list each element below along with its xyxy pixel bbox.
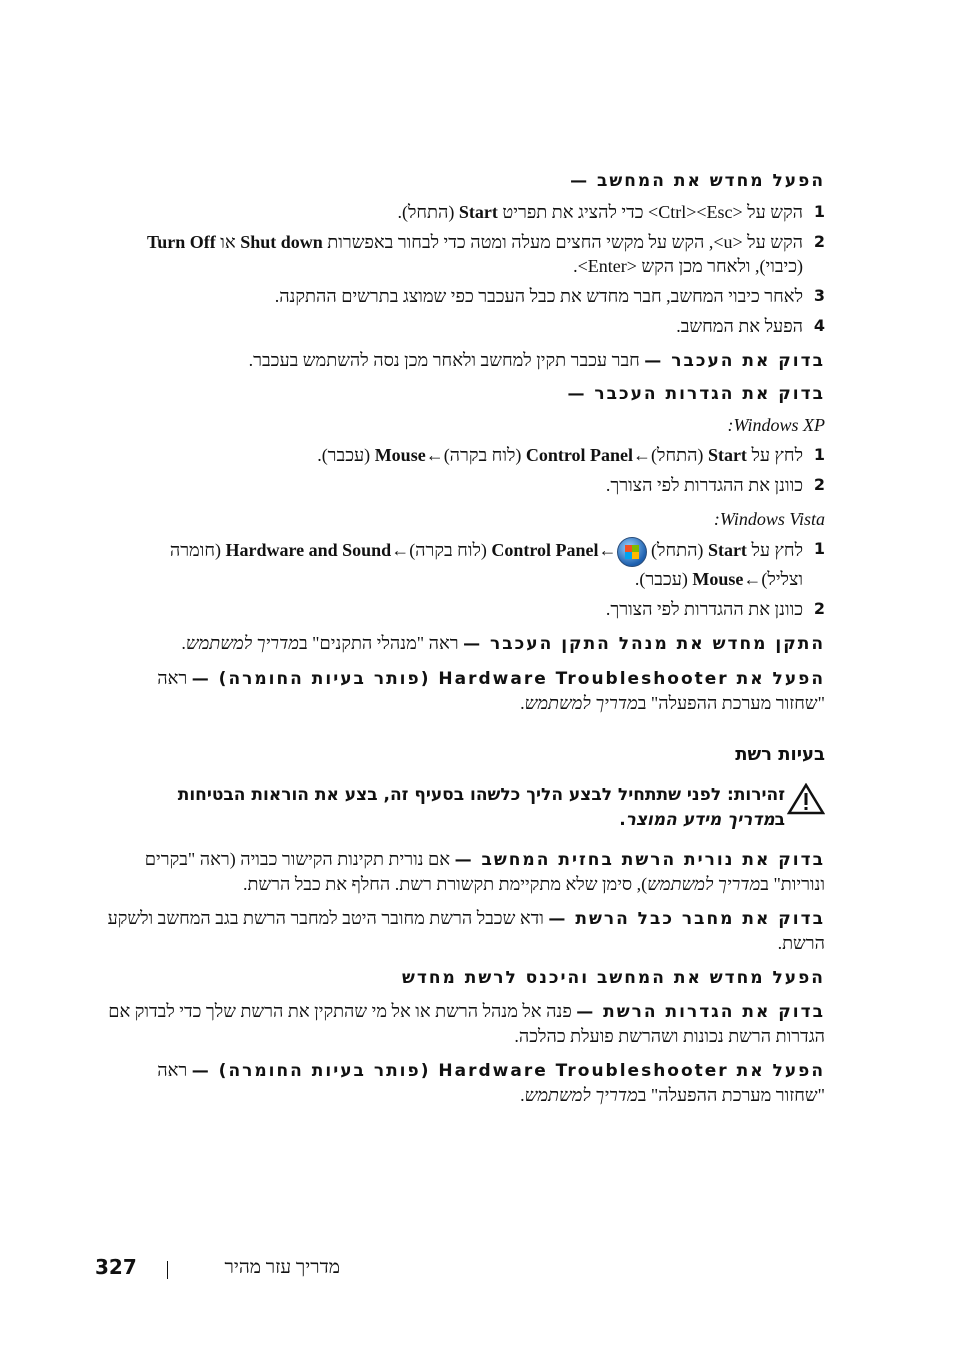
xp-step-1: 1 לחץ על Start (התחל)←Control Panel (לוח בקרה)←Mouse (עכבר). — [317, 445, 825, 465]
restart-and-login: הפעל מחדש את המחשב והיכנס לרשת מחדש — [401, 968, 825, 988]
page-number: 327 — [95, 1255, 137, 1279]
check-network-connector: בדוק את מחבר כבל הרשת — ודא שכבל הרשת מחובר היטב למחבר הרשת בגב המחשב ולשקע הרשת. — [107, 908, 825, 953]
check-network-settings: בדוק את הגדרות הרשת — פנה אל מנהל הרשת או אל מי שהתקין את הרשת שלך כדי לבדוק אם הגדרות הרשת נכונות ושהרשת פועלת כהלכה. — [108, 1001, 825, 1046]
footer-title: מדריך עזר מהיר — [224, 1257, 340, 1278]
footer-separator — [167, 1261, 168, 1279]
restart-step-1: 1 הקש על <Ctrl><Esc> כדי להציג את תפריט Start (התחל). — [397, 202, 825, 222]
warning-triangle-icon — [785, 783, 825, 833]
windows-xp-label: Windows XP: — [727, 415, 825, 435]
page-footer — [95, 1255, 340, 1285]
check-mouse: בדוק את העכבר — חבר עכבר תקין למחשב ולאחר מכן נסה להשתמש בעכבר. — [248, 350, 825, 371]
network-problems-heading: בעיות רשת — [735, 744, 825, 765]
restart-step-3: 3 לאחר כיבוי המחשב, חבר מחדש את כבל העכבר כפי שמוצג בתרשים ההתקנה. — [274, 286, 825, 306]
document-page — [90, 150, 825, 1107]
caution-note: זהירות: לפני שתתחיל לבצע הליך כלשהו בסעיף זה, בצע את הוראות הבטיחות במדריך מידע המוצר. — [90, 783, 825, 833]
check-network-light: בדוק את נורית הרשת בחזית המחשב — אם נורית תקינות הקישור כבויה (ראה "בקרים ונוריות" במדריך למשתמש), סימן שלא מתקיימת תקשורת רשת. החלף את כבל הרשת. — [144, 849, 825, 894]
windows-start-icon — [617, 537, 647, 567]
restart-step-4: 4 הפעל את המחשב. — [676, 316, 825, 336]
reinstall-mouse-driver: התקן מחדש את מנהל התקן העכבר — ראה "מנהלי התקנים" במדריך למשתמש. — [181, 633, 825, 654]
section-mouse-settings-title: בדוק את הגדרות העכבר — — [567, 384, 825, 404]
section-restart-title: הפעל מחדש את המחשב — — [570, 171, 825, 191]
vista-step-2: 2 כוונן את ההגדרות לפי הצורך. — [605, 599, 825, 619]
xp-step-2: 2 כוונן את ההגדרות לפי הצורך. — [605, 475, 825, 495]
windows-vista-label: Windows Vista: — [713, 509, 825, 529]
vista-step-1: 1 לחץ על Start (התחל) ←Control Panel (לוח בקרה)←Hardware and Sound (חומרה וצליל)←Mouse (עכבר). — [169, 539, 825, 589]
restart-step-2: 2 הקש על <u>, הקש על מקשי החצים מעלה ומטה כדי לבחור באפשרות Shut down או Turn Off (כיבוי), ולאחר מכן הקש <Enter>. — [146, 232, 825, 276]
hardware-troubleshooter-network: הפעל את Hardware Troubleshooter (פותר בעיות החומרה) — ראה "שחזור מערכת ההפעלה" במדריך למשתמש. — [157, 1060, 825, 1105]
hardware-troubleshooter-mouse: הפעל את Hardware Troubleshooter (פותר בעיות החומרה) — ראה "שחזור מערכת ההפעלה" במדריך למשתמש. — [157, 668, 825, 713]
